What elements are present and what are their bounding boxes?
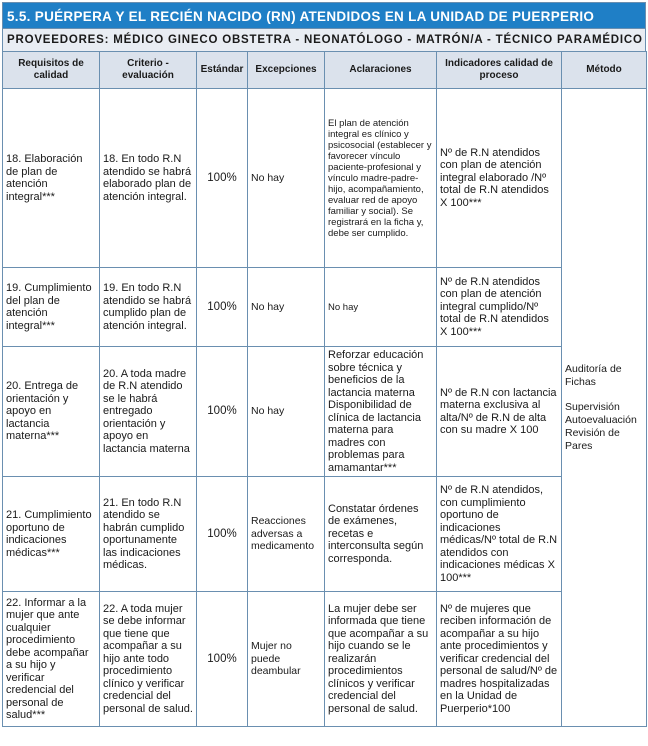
indicador-cell: Nº de R.N atendidos con plan de atención integral cumplido/Nº total de R.N atendidos X 100*** [437, 268, 562, 347]
estandar-cell: 100% [197, 592, 248, 727]
aclaraciones-cell: Constatar órdenes de exámenes, recetas e interconsulta según corresponda. [325, 477, 437, 592]
header-indicadores: Indicadores calidad de proceso [437, 52, 562, 89]
header-excepciones: Excepciones [248, 52, 325, 89]
header-aclaraciones: Aclaraciones [325, 52, 437, 89]
excepciones-cell: No hay [248, 89, 325, 268]
requisito-cell: 18. Elaboración de plan de atención integral*** [3, 89, 100, 268]
aclaraciones-cell: Reforzar educación sobre técnica y beneficios de la lactancia materna Disponibilidad de clínica de lactancia materna para madres con problemas para amamantar*** [325, 347, 437, 477]
table-row [3, 268, 647, 347]
estandar-cell: 100% [197, 477, 248, 592]
aclaraciones-cell: La mujer debe ser informada que tiene que acompañar a su hijo cuando se le realizarán procedimientos clínicos y verificar credencial del personal de salud. [325, 592, 437, 727]
metodo-supervision: Supervisión [565, 400, 620, 413]
criterio-cell: 18. En todo R.N atendido se habrá elaborado plan de atención integral. [100, 89, 197, 268]
metodo-auditoria: Auditoría de Fichas [565, 362, 622, 388]
criterio-cell: 20. A toda madre de R.N atendido se le habrá entregado orientación y apoyo en lactancia materna [100, 347, 197, 477]
indicador-cell: Nº de R.N con lactancia materna exclusiva al alta/Nº de R.N de alta con su madre X 100 [437, 347, 562, 477]
requisito-cell: 20. Entrega de orientación y apoyo en lactancia materna*** [3, 347, 100, 477]
excepciones-cell: No hay [248, 268, 325, 347]
metodo-cell [562, 89, 647, 727]
providers-line: PROVEEDORES: MÉDICO GINECO OBSTETRA - NEONATÓLOGO - MATRÓN/A - TÉCNICO PARAMÉDICO [2, 29, 646, 51]
quality-table [2, 51, 647, 727]
header-metodo: Método [562, 52, 647, 89]
excepciones-cell: Mujer no puede deambular [248, 592, 325, 727]
indicador-cell: Nº de R.N atendidos con plan de atención integral elaborado /Nº total de R.N atendidos X 100*** [437, 89, 562, 268]
table-row [3, 477, 647, 592]
requisito-cell: 19. Cumplimiento del plan de atención integral*** [3, 268, 100, 347]
requisito-cell: 22. Informar a la mujer que ante cualquier procedimiento debe acompañar a su hijo y verificar credencial del personal de salud*** [3, 592, 100, 727]
criterio-cell: 22. A toda mujer se debe informar que tiene que acompañar a su hijo ante todo procedimiento clínico y verificar credencial del personal de salud. [100, 592, 197, 727]
excepciones-cell: Reacciones adversas a medicamento [248, 477, 325, 592]
estandar-cell: 100% [197, 347, 248, 477]
indicador-cell: Nº de R.N atendidos, con cumplimiento oportuno de indicaciones médicas/Nº total de R.N atendidos con indicaciones médicas X 100*** [437, 477, 562, 592]
section-title: 5.5. PUÉRPERA Y EL RECIÉN NACIDO (RN) ATENDIDOS EN LA UNIDAD DE PUERPERIO [2, 2, 646, 29]
aclaraciones-cell: No hay [325, 268, 437, 347]
requisito-cell: 21. Cumplimiento oportuno de indicaciones médicas*** [3, 477, 100, 592]
header-estandar: Estándar [197, 52, 248, 89]
estandar-cell: 100% [197, 268, 248, 347]
table-row [3, 592, 647, 727]
table-row [3, 347, 647, 477]
aclaraciones-cell: El plan de atención integral es clínico y psicosocial (establecer y favorecer vínculo paciente-profesional y vínculo madre-padre-hijo, acompañamiento, evaluar red de apoyo familiar y social). Se registrará en la ficha y, debe ser cumplido. [325, 89, 437, 268]
header-requisitos: Requisitos de calidad [3, 52, 100, 89]
table-row [3, 89, 647, 268]
metodo-revision: Revisión de Pares [565, 426, 620, 452]
header-criterio: Criterio - evaluación [100, 52, 197, 89]
metodo-autoevaluacion: Autoevaluación [565, 413, 637, 426]
criterio-cell: 19. En todo R.N atendido se habrá cumplido plan de atención integral. [100, 268, 197, 347]
header-row [3, 52, 647, 89]
indicador-cell: Nº de mujeres que reciben información de acompañar a su hijo ante procedimientos y verificar credencial del personal de salud/Nº de madres hospitalizadas en la Unidad de Puerperio*100 [437, 592, 562, 727]
document-page [2, 2, 646, 727]
criterio-cell: 21. En todo R.N atendido se habrán cumplido oportunamente las indicaciones médicas. [100, 477, 197, 592]
excepciones-cell: No hay [248, 347, 325, 477]
estandar-cell: 100% [197, 89, 248, 268]
